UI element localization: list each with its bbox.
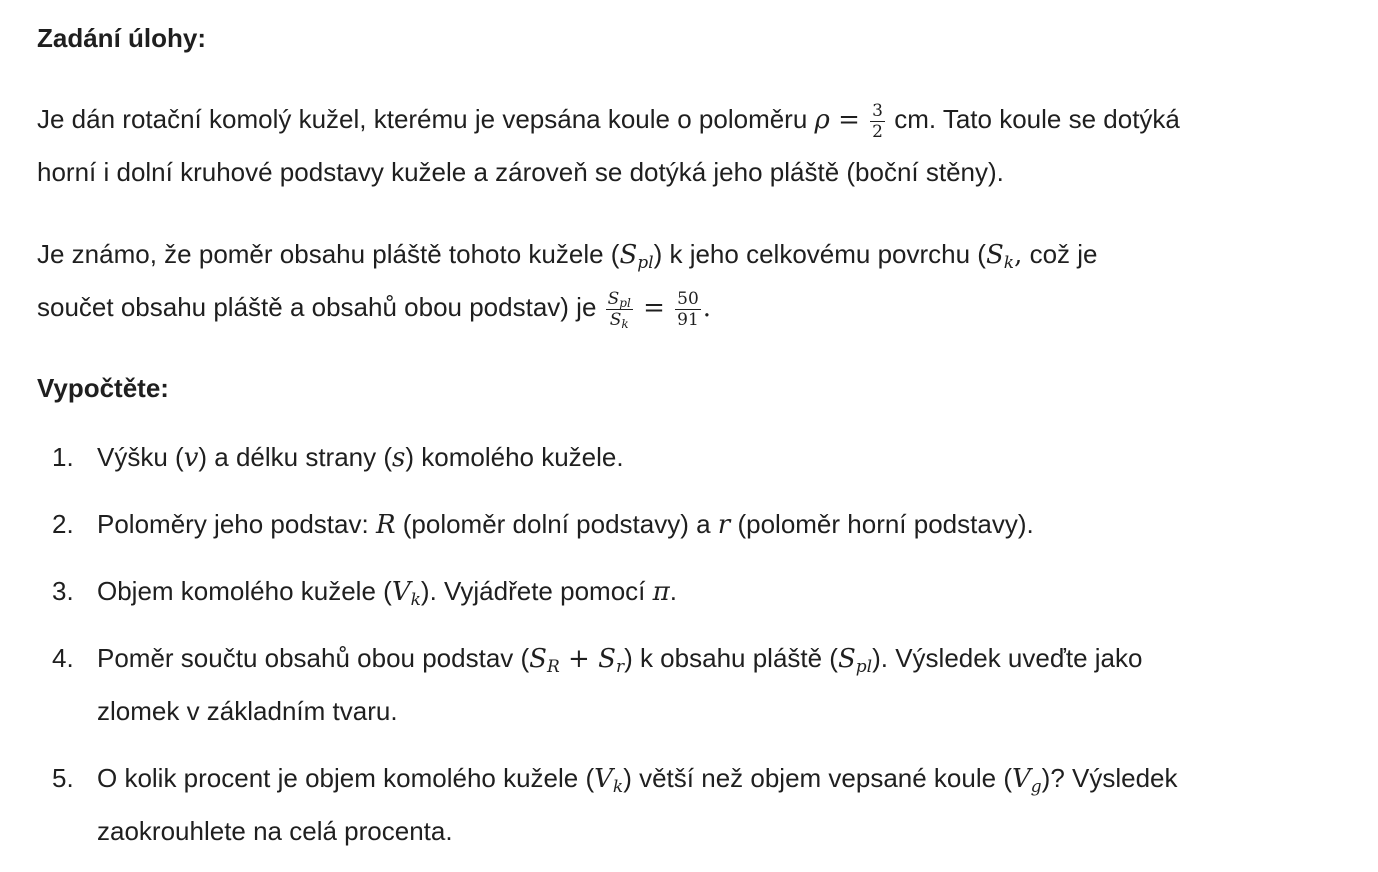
subscript-k: k <box>1003 253 1015 273</box>
text: Poloměry jeho podstav: <box>97 509 376 539</box>
text: (poloměr dolní podstavy) a <box>395 509 718 539</box>
fraction-50-over-91 <box>675 289 701 330</box>
list-item-line <box>97 752 1352 805</box>
comma: , <box>1014 240 1023 270</box>
R-symbol: R <box>375 510 396 540</box>
text: Poměr součtu obsahů obou podstav ( <box>97 643 530 673</box>
text: ). Výsledek uveďte jako <box>872 643 1143 673</box>
rho-symbol: ρ <box>814 105 830 135</box>
fraction-spl-over-sk <box>606 289 633 330</box>
list-item-line <box>97 431 1352 484</box>
subscript-k: k <box>410 590 421 610</box>
list-item-number: 2. <box>52 509 74 539</box>
list-item <box>52 752 1352 862</box>
V-symbol: V <box>1011 764 1031 794</box>
text: cm. Tato koule se dotýká <box>886 104 1180 134</box>
text: ). Vyjádřete pomocí <box>420 576 653 606</box>
S-symbol: S <box>619 240 638 270</box>
v-symbol: v <box>183 443 199 473</box>
list-item <box>52 431 1352 498</box>
text: ) a délku strany ( <box>198 442 393 472</box>
S-symbol: S <box>985 240 1004 270</box>
list-item <box>52 498 1352 565</box>
subscript-k: k <box>612 777 624 797</box>
equals-sign: = <box>829 105 869 135</box>
subscript-k: k <box>621 316 629 331</box>
plus-sign: + <box>559 644 599 674</box>
text: součet obsahu pláště a obsahů obou podstav) je <box>37 292 604 322</box>
list-item-line: zlomek v základním tvaru. <box>97 696 398 726</box>
fraction-denominator: 2 <box>872 121 883 142</box>
fraction-denominator <box>606 310 633 330</box>
subscript-pl: pl <box>637 253 654 273</box>
list-item-line <box>97 632 1352 685</box>
text: ) komolého kužele. <box>405 442 624 472</box>
text: což je <box>1022 239 1098 269</box>
text: ) větší než objem vepsané koule ( <box>623 763 1012 793</box>
paragraph-ratio-line-1 <box>37 228 1367 281</box>
s-symbol: s <box>392 443 406 473</box>
list-item-number: 5. <box>52 763 74 793</box>
list-item-line <box>97 498 1352 551</box>
subscript-g: g <box>1030 777 1042 797</box>
period: . <box>702 293 712 323</box>
text: Výšku ( <box>97 442 184 472</box>
V-symbol: V <box>391 577 411 607</box>
fraction-denominator: 91 <box>677 309 699 330</box>
subscript-pl: pl <box>855 657 873 677</box>
list-item-number: 1. <box>52 442 74 472</box>
subscript-r: r <box>615 657 625 677</box>
S-symbol: S <box>607 288 620 309</box>
list-item <box>52 632 1352 752</box>
text: )? Výsledek <box>1041 763 1178 793</box>
list-item <box>52 565 1352 632</box>
text: O kolik procent je objem komolého kužele ( <box>97 763 595 793</box>
text: (poloměr horní podstavy). <box>730 509 1034 539</box>
text: Je známo, že poměr obsahu pláště tohoto kužele ( <box>37 239 620 269</box>
fraction-three-halves <box>870 101 885 142</box>
r-symbol: r <box>717 510 731 540</box>
subscript-pl: pl <box>619 295 631 310</box>
list-item-number: 4. <box>52 643 74 673</box>
fraction-numerator <box>606 289 633 310</box>
paragraph-ratio-line-2 <box>37 281 1367 334</box>
text: ) k obsahu pláště ( <box>624 643 838 673</box>
S-symbol: S <box>598 644 616 674</box>
S-symbol: S <box>609 309 622 330</box>
subscript-R: R <box>546 657 560 677</box>
equals-sign: = <box>634 293 674 323</box>
pi-symbol: π <box>652 577 670 607</box>
list-item-line: zaokrouhlete na celá procenta. <box>97 816 453 846</box>
paragraph-ratio <box>37 228 1367 334</box>
V-symbol: V <box>594 764 613 794</box>
fraction-numerator: 3 <box>872 100 883 121</box>
paragraph-problem-line-1 <box>37 93 1367 146</box>
task-list <box>52 431 1352 862</box>
text: ) k jeho celkovému povrchu ( <box>653 239 986 269</box>
list-item-line <box>97 565 1352 618</box>
S-symbol: S <box>837 644 856 674</box>
compute-heading: Vypočtěte: <box>37 373 169 403</box>
text: . <box>669 576 677 606</box>
text: Je dán rotační komolý kužel, kterému je vepsána koule o poloměru <box>37 104 815 134</box>
fraction-numerator: 50 <box>677 288 699 309</box>
text: Objem komolého kužele ( <box>97 576 392 606</box>
paragraph-problem-line-2: horní i dolní kruhové podstavy kužele a zároveň se dotýká jeho pláště (boční stěny). <box>37 157 1004 187</box>
S-symbol: S <box>529 644 547 674</box>
paragraph-problem <box>37 93 1367 199</box>
list-item-number: 3. <box>52 576 74 606</box>
task-heading: Zadání úlohy: <box>37 23 206 53</box>
